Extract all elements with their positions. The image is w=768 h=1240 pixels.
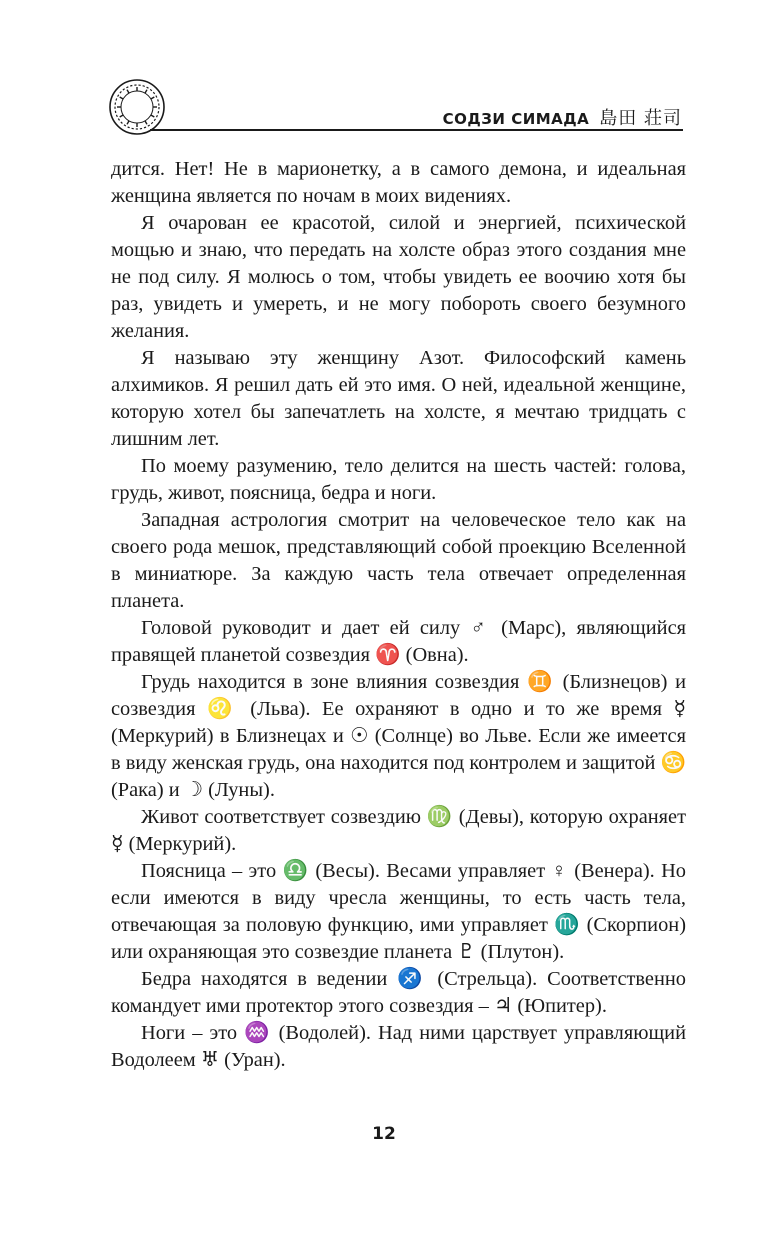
running-head — [443, 104, 682, 130]
body-text — [111, 156, 686, 1074]
paragraph: Головой руководит и дает ей силу ♂ (Марс), являющийся правящей планетой созвездия ♈ (Овна). — [111, 617, 686, 666]
paragraph: Бедра находятся в ведении ♐ (Стрельца). Соответственно командует ими протектор этого созвездия – ♃ (Юпитер). — [111, 968, 686, 1017]
paragraph: Я очарован ее красотой, силой и энергией, психической мощью и знаю, что передать на холсте образ этого создания мне не под силу. Я молюсь о том, чтобы увидеть ее воочию хотя бы раз, увидеть и умереть, и не могу побороть своего безумного желания. — [111, 212, 686, 342]
paragraph: Живот соответствует созвездию ♍ (Девы), которую охраняет ☿ (Меркурий). — [111, 806, 686, 855]
zodiac-wheel-icon — [108, 78, 166, 136]
page-number: 12 — [372, 1124, 396, 1144]
paragraph: Грудь находится в зоне влияния созвездия ♊ (Близнецов) и созвездия ♌ (Льва). Ее охраняют в одно и то же время ☿ (Меркурий) в Близнецах и ☉ (Солнце) во Льве. Если же имеется в виду женская грудь, она находится под контролем и защитой ♋ (Рака) и ☽ (Луны). — [111, 671, 686, 801]
paragraph: По моему разумению, тело делится на шесть частей: голова, грудь, живот, поясница, бедра и ноги. — [111, 455, 686, 504]
paragraph: Западная астрология смотрит на человеческое тело как на своего рода мешок, представляющий собой проекцию Вселенной в миниатюре. За каждую часть тела отвечает определенная планета. — [111, 509, 686, 612]
paragraph: Ноги – это ♒ (Водолей). Над ними царствует управляющий Водолеем ♅ (Уран). — [111, 1022, 686, 1071]
paragraph: Я называю эту женщину Азот. Философский камень алхимиков. Я решил дать ей это имя. О ней, идеальной женщине, которую хотел бы запечатлеть на холсте, я мечтаю тридцать с лишним лет. — [111, 347, 686, 450]
author-name-russian: СОДЗИ СИМАДА — [442, 110, 590, 128]
author-name-japanese: 島田 荘司 — [599, 108, 682, 129]
paragraph: Поясница – это ♎ (Весы). Весами управляет ♀ (Венера). Но если имеются в виду чресла женщины, то есть часть тела, отвечающая за половую функцию, ими управляет ♏ (Скорпион) или охраняющая это созвездие планета ♇ (Плутон). — [111, 860, 686, 963]
paragraph: дится. Нет! Не в марионетку, а в самого демона, и идеальная женщина является по ночам в моих видениях. — [111, 158, 686, 207]
